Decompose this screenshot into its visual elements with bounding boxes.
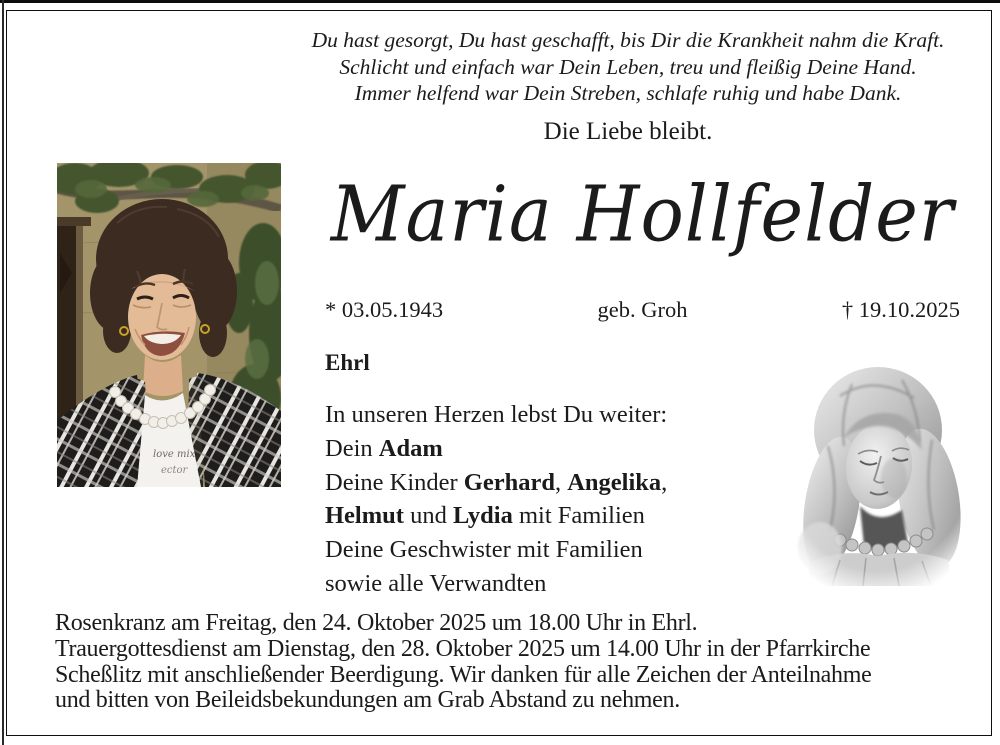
mourners-text — [325, 398, 667, 601]
text-line: Deine Geschwister mit Familien — [325, 536, 643, 564]
tagline: Die Liebe bleibt. — [543, 118, 713, 145]
svg-text:ector: ector — [161, 465, 188, 476]
text-line: Du hast gesorgt, Du hast geschafft, bis Dir die Krankheit nahm die Kraft. — [311, 28, 945, 52]
scan-rule-top — [0, 0, 1000, 3]
svg-text:love mix: love mix — [153, 449, 196, 460]
funeral-details — [55, 611, 957, 714]
text-line: Helmut und Lydia mit Familien — [325, 502, 645, 530]
text-line: Dein Adam — [325, 434, 443, 462]
text-line: sowie alle Verwandten — [325, 569, 547, 597]
text-line: Scheßlitz mit anschließender Beerdigung. Wir danken für alle Zeichen der Anteilnahme — [55, 661, 872, 688]
text-line: Trauergottesdienst am Dienstag, den 28. Oktober 2025 um 14.00 Uhr in der Pfarrkirche — [55, 635, 871, 662]
memorial-verse — [256, 27, 1000, 107]
scan-rule-left — [2, 0, 4, 745]
hometown: Ehrl — [325, 350, 370, 375]
text-line: In unseren Herzen lebst Du weiter: — [325, 401, 668, 428]
maiden-name: geb. Groh — [597, 297, 688, 322]
text-line: Rosenkranz am Freitag, den 24. Oktober 2025 um 18.00 Uhr in Ehrl. — [55, 610, 698, 636]
portrait-photo — [57, 163, 281, 487]
text-line: und bitten von Beileidsbekundungen am Grab Abstand zu nehmen. — [55, 687, 680, 714]
text-line: Schlicht und einfach war Dein Leben, treu und fleißig Deine Hand. — [339, 54, 917, 79]
deceased-name: Maria Hollfelder — [330, 169, 955, 259]
life-dates-row — [325, 297, 960, 323]
pieta-madonna-image — [782, 358, 974, 586]
death-date: † 19.10.2025 — [841, 297, 960, 322]
birth-date: * 03.05.1943 — [325, 297, 444, 322]
text-line: Deine Kinder Gerhard, Angelika, — [325, 468, 668, 496]
text-line: Immer helfend war Dein Streben, schlafe ruhig und habe Dank. — [354, 81, 902, 105]
